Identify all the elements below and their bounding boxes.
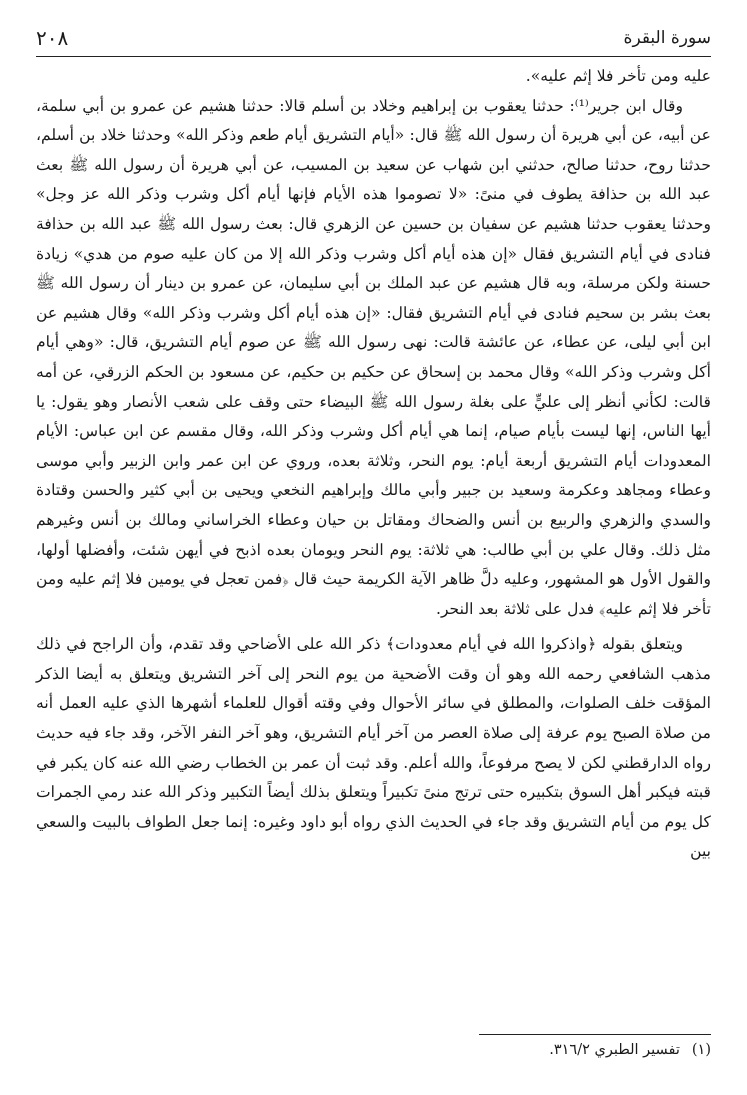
page-header	[36, 26, 711, 57]
footnote-text: تفسير الطبري ٣١٦/٢.	[549, 1042, 680, 1058]
page-number: ٢٠٨	[36, 28, 69, 50]
paragraph-dhikr: ويتعلق بقوله ﴿واذكروا الله في أيام معدودات﴾ ذكر الله على الأضاحي وقد تقدم، وأن الراجح في ذلك مذهب الشافعي رحمه الله وهو أن وقت الأضحية من يوم النحر إلى آخر التشريق ويتعلق به أيضا الذكر المؤقت خلف الصلوات، والمطلق في سائر الأحوال وفي وقته أقوال للعلماء أشهرها الذي عليه العمل أنه من صلاة الصبح يوم عرفة إلى صلاة العصر من آخر أيام التشريق، وهو آخر النفر الآخر، وقد جاء فيه حديث رواه الدارقطني لكن لا يصح مرفوعاً، والله أعلم. وقد ثبت أن عمر بن الخطاب رضي الله عنه كان يكبر في قبته فيكبر أهل السوق بتكبيره حتى ترتج منىً تكبيراً ويتعلق بذلك أيضاً التكبير وذكر الله عند رمي الجمرات كل يوم من أيام التشريق وقد جاء في الحديث الذي رواه أبو داود وغيره: إنما جعل الطواف بالبيت والسعي بين	[36, 635, 711, 861]
footnote-divider	[479, 1034, 711, 1035]
paragraph-continuation: عليه ومن تأخر فلا إثم عليه».	[525, 67, 711, 85]
footnote	[549, 1042, 711, 1058]
paragraph-ibn-jarir: وقال ابن جرير⁽¹⁾: حدثنا يعقوب بن إبراهيم وخلاد بن أسلم قالا: حدثنا هشيم عن عمرو بن أبي سلمة، عن أبيه، عن أبي هريرة أن رسول الله ﷺ قال: «أيام التشريق أيام طعم وذكر الله» وحدثنا خلاد بن أسلم، حدثنا روح، حدثنا صالح، حدثني ابن شهاب عن سعيد بن المسيب، عن أبي هريرة أن رسول الله ﷺ بعث عبد الله بن حذافة يطوف في منىً: «لا تصوموا هذه الأيام فإنها أيام أكل وشرب وذكر الله عز وجل» وحدثنا يعقوب حدثنا هشيم عن سفيان بن حسين عن الزهري قال: بعث رسول الله ﷺ عبد الله بن حذافة فنادى في أيام التشريق فقال «إن هذه أيام أكل وشرب وذكر الله إلا من كان عليه صوم من هدي» زيادة حسنة ولكن مرسلة، وبه قال هشيم عن عبد الملك بن أبي سليمان، عن عمرو بن دينار أن رسول الله ﷺ بعث بشر بن سحيم فنادى في أيام التشريق فقال: «إن هذه أيام أكل وشرب وذكر الله» وقال هشيم عن ابن أبي ليلى، عن عطاء، عن عائشة قالت: نهى رسول الله ﷺ عن صوم أيام التشريق، قال: «وهي أيام أكل وشرب وذكر الله» وقال محمد بن إسحاق عن حكيم بن حكيم، عن مسعود بن الحكم الزرقي، عن أمه قالت: لكأني أنظر إلى عليٍّ على بغلة رسول الله ﷺ البيضاء حتى وقف على شعب الأنصار وهو يقول: يا أيها الناس، إنها ليست بأيام صيام، إنما هي أيام أكل وشرب وذكر الله، وقال مقسم عن ابن عباس: الأيام المعدودات أيام التشريق أربعة أيام: يوم النحر، وثلاثة بعده، وروي عن ابن عمر وابن الزبير وأبي موسى وعطاء ومجاهد وعكرمة وسعيد بن جبير وأبي مالك وإبراهيم النخعي ويحيى بن أبي كثير والحسن وقتادة والسدي والزهري والربيع بن أنس والضحاك ومقاتل بن حيان وعطاء الخراساني ومالك بن أنس وغيرهم مثل ذلك. وقال علي بن أبي طالب: هي ثلاثة: يوم النحر ويومان بعده اذبح في أيهن شئت، وأفضلها أولها، والقول الأول هو المشهور، وعليه دلَّ ظاهر الآية الكريمة حيث قال ﴿فمن تعجل في يومين فلا إثم عليه ومن تأخر فلا إثم عليه﴾ فدل على ثلاثة بعد النحر.	[36, 96, 711, 618]
body-text	[36, 62, 711, 867]
footnote-marker: (١)	[691, 1042, 711, 1058]
surah-title: سورة البقرة	[623, 28, 711, 48]
